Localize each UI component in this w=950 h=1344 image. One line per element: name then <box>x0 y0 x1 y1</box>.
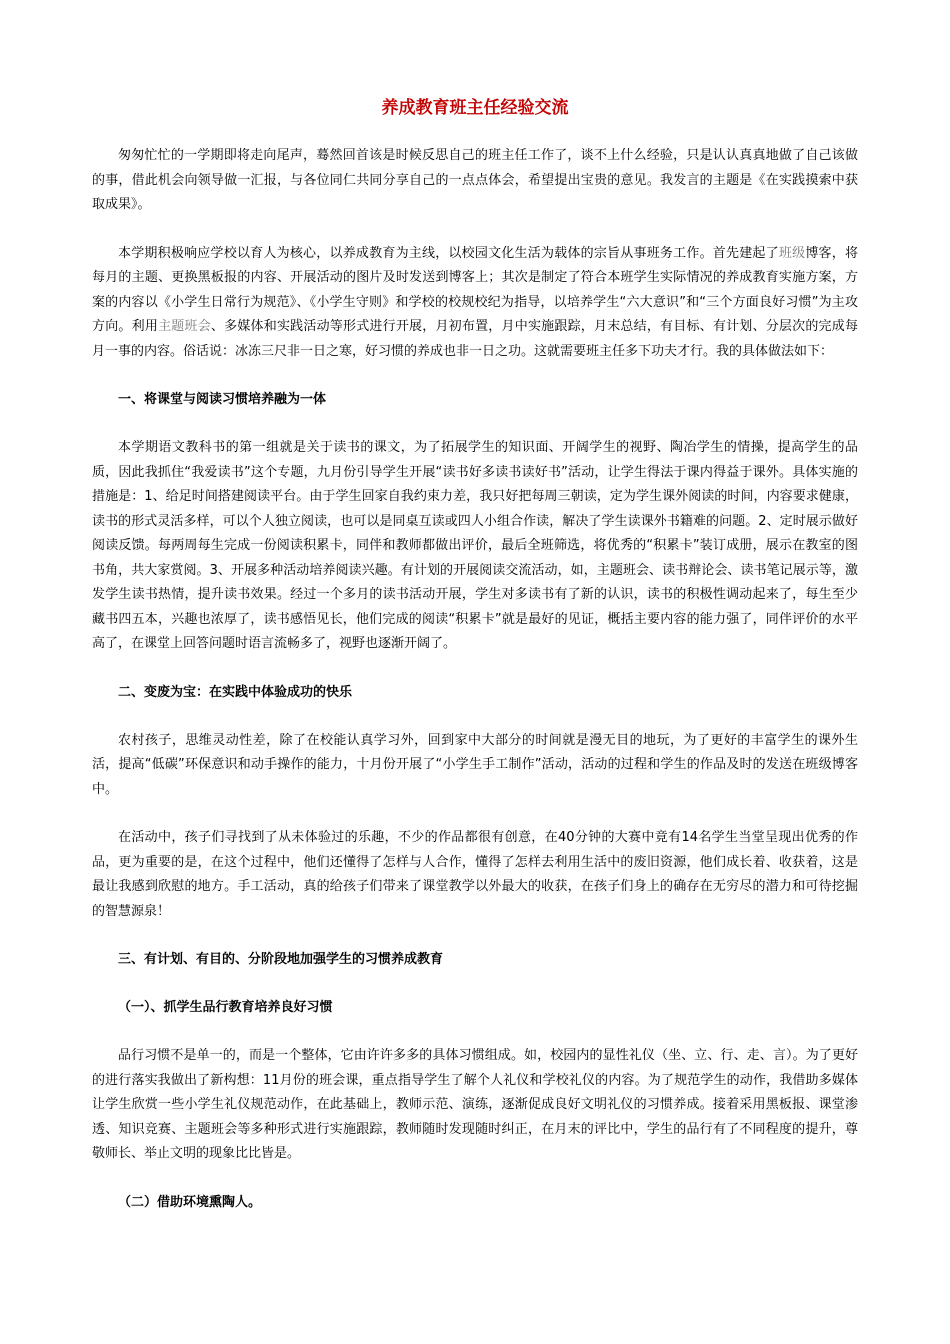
document-title: 养成教育班主任经验交流 <box>381 98 569 118</box>
subsection-heading-2: （二）借助环境熏陶人。 <box>118 1194 262 1210</box>
overview-text-part-3: 、多媒体和实践活动等形式进行开展，月初布置，月中实施跟踪，月末总结，有目标、有计划、分层次的完成每月一事的内容。俗话说：冰冻三尺非一日之寒，好习惯的养成也非一日之功。这就需要班主任多下功夫才行。我的具体做法如下： <box>92 319 858 359</box>
craft-paragraph-2: 在活动中，孩子们寻找到了从未体验过的乐趣，不少的作品都很有创意，在40分钟的大赛中竟有14名学生当堂呈现出优秀的作品，更为重要的是，在这个过程中，他们还懂得了怎样与人合作，懂得了怎样去利用生活中的废旧资源，他们成长着、收获着，这是最让我感到欣慰的地方。手工活动，真的给孩子们带来了课堂教学以外最大的收获，在孩子们身上的确存在无穷尽的潜力和可待挖掘的智慧源泉！ <box>92 830 858 919</box>
conduct-paragraph: 品行习惯不是单一的，而是一个整体，它由许许多多的具体习惯组成。如，校园内的显性礼仪（坐、立、行、走、言）。为了更好的进行落实我做出了新构想：11月份的班会课，重点指导学生了解个人礼仪和学校礼仪的内容。为了规范学生的动作，我借助多媒体让学生欣赏一些小学生礼仪规范动作，在此基础上，教师示范、演练，逐渐促成良好文明礼仪的习惯养成。接着采用黑板报、课堂渗透、知识竞赛、主题班会等多种形式进行实施跟踪，教师随时发现随时纠正，在月末的评比中，学生的品行有了不同程度的提升，尊敬师长、举止文明的现象比比皆是。 <box>92 1048 858 1161</box>
overview-text-part-1: 本学期积极响应学校以育人为核心，以养成教育为主线，以校园文化生活为载体的宗旨从事班务工作。首先建起了 <box>118 245 779 261</box>
subsection-heading-1: （一）、抓学生品行教育培养良好习惯 <box>118 1000 333 1015</box>
section-heading-1: 一、将课堂与阅读习惯培养融为一体 <box>118 392 327 407</box>
overview-paragraph <box>92 242 858 365</box>
reading-paragraph: 本学期语文教科书的第一组就是关于读书的课文，为了拓展学生的知识面、开阔学生的视野、陶冶学生的情操，提高学生的品质，因此我抓住“我爱读书”这个专题，九月份引导学生开展“读书好多读书读好书”活动，让学生得法于课内得益于课外。具体实施的措施是：1、给足时间搭建阅读平台。由于学生回家自我约束力差，我只好把每周三朝读，定为学生课外阅读的时间，内容要求健康，读书的形式灵活多样，可以个人独立阅读，也可以是同桌互读或四人小组合作读，解决了学生读课外书籍难的问题。2、定时展示做好阅读反馈。每两周每生完成一份阅读积累卡，同伴和教师都做出评价，最后全班筛选，将优秀的“积累卡”装订成册，展示在教室的图书角，共大家赏阅。3、开展多种活动培养阅读兴趣。有计划的开展阅读交流活动，如，主题班会、读书辩论会、读书笔记展示等，激发学生读书热情，提升读书效果。经过一个多月的读书活动开展，学生对多读书有了新的认识，读书的积极性调动起来了，每生至少藏书四五本，兴趣也浓厚了，读书感悟见长，他们完成的阅读“积累卡”就是最好的见证，概括主要内容的能力强了，同伴评价的水平高了，在课堂上回答问题时语言流畅多了，视野也逐渐开阔了。 <box>92 440 858 651</box>
craft-paragraph-1: 农村孩子，思维灵动性差，除了在校能认真学习外，回到家中大部分的时间就是漫无目的地玩，为了更好的丰富学生的课外生活，提高“低碳”环保意识和动手操作的能力，十月份开展了“小学生手工制作”活动，活动的过程和学生的作品及时的发送在班级博客中。 <box>92 732 858 797</box>
section-heading-2: 二、变废为宝：在实践中体验成功的快乐 <box>118 684 353 700</box>
theme-meeting-link[interactable]: 主题班会 <box>158 319 211 334</box>
class-link[interactable]: 班级 <box>778 245 806 261</box>
section-heading-3: 三、有计划、有目的、分阶段地加强学生的习惯养成教育 <box>118 952 444 967</box>
overview-text-part-2: 博客，将每月的主题、更换黑板报的内容、开展活动的图片及时发送到博客上；其次是制定了符合本班学生实际情况的养成教育实施方案，方案的内容以《小学生日常行为规范》、《小学生守则》和学校的校规校纪为指导，以培养学生“六大意识”和“三个方面良好习惯”为主攻方向。利用 <box>92 245 858 334</box>
intro-paragraph: 匆匆忙忙的一学期即将走向尾声，蓦然回首该是时候反思自己的班主任工作了，谈不上什么经验，只是认认真真地做了自己该做的事，借此机会向领导做一汇报，与各位同仁共同分享自己的一点点体会，希望提出宝贵的意见。我发言的主题是《在实践摸索中获取成果》。 <box>92 148 858 212</box>
